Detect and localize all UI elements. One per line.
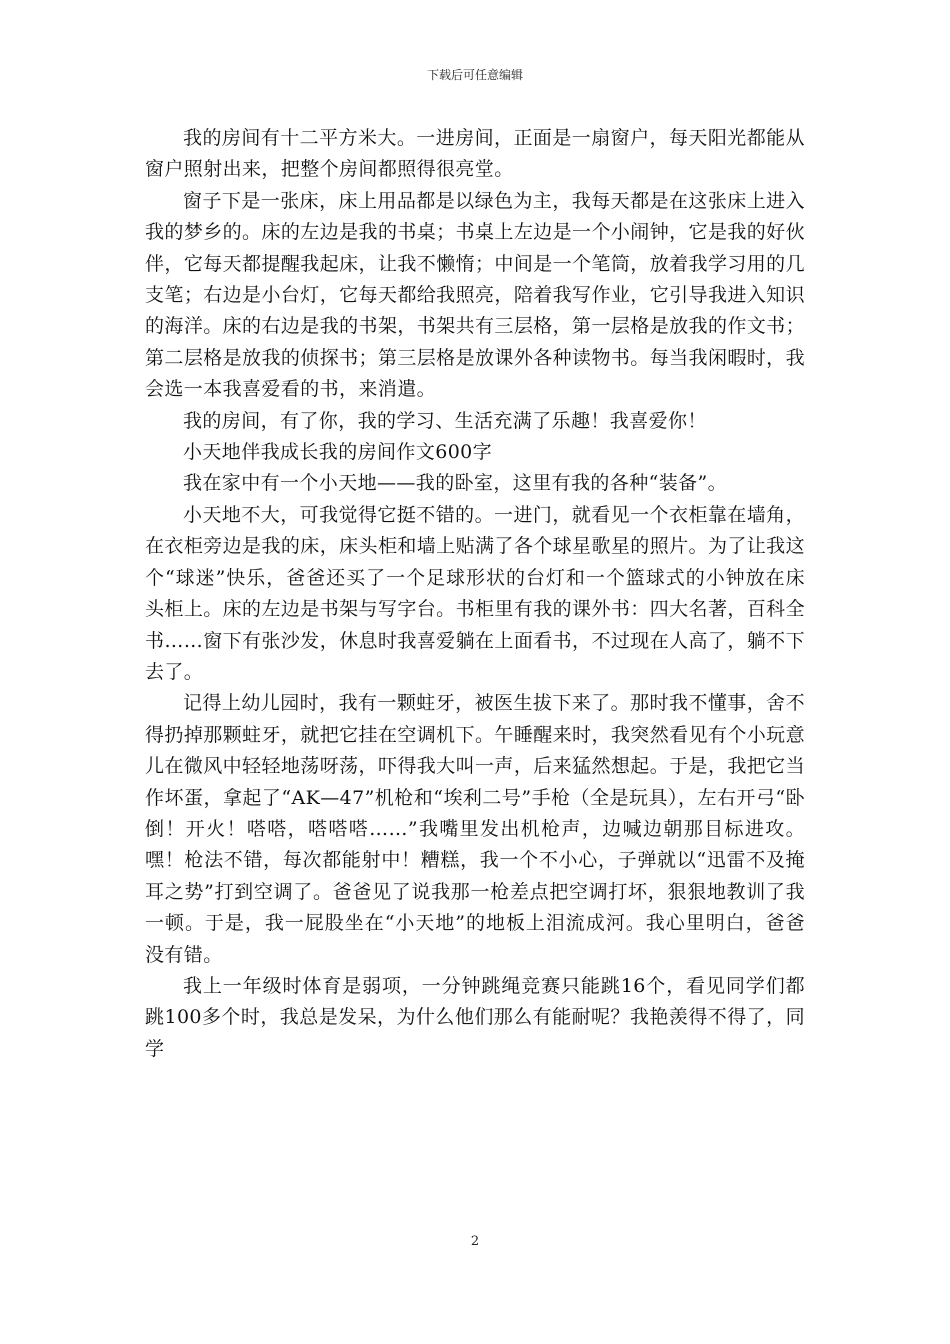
paragraph-room-size: 我的房间有十二平方米大。一进房间，正面是一扇窗户，每天阳光都能从窗户照射出来，把整个房间都照得很亮堂。 <box>145 127 805 181</box>
essay-title: 小天地伴我成长我的房间作文600字 <box>183 441 493 464</box>
document-body <box>145 123 805 1065</box>
paragraph-room-description: 小天地不大，可我觉得它挺不错的。一进门，就看见一个衣柜靠在墙角，在衣柜旁边是我的床，床头柜和墙上贴满了各个球星歌星的照片。为了让我这个“球迷”快乐，爸爸还买了一个足球形状的台灯和一个篮球式的小钟放在床头柜上。床的左边是书架与写字台。书柜里有我的课外书：四大名著，百科全书……窗下有张沙发，休息时我喜爱躺在上面看书，不过现在人高了，躺不下去了。 <box>145 503 805 683</box>
paragraph-kindergarten-memory: 记得上幼儿园时，我有一颗蛀牙，被医生拔下来了。那时我不懂事，舍不得扔掉那颗蛀牙，就把它挂在空调机下。午睡醒来时，我突然看见有个小玩意儿在微风中轻轻地荡呀荡，吓得我大叫一声，后来猛然想起。于是，我把它当作坏蛋，拿起了“AK—47”机枪和“埃利二号”手枪（全是玩具），左右开弓“卧倒！开火！嗒嗒，嗒嗒嗒……”我嘴里发出机枪声，边喊边朝那目标进攻。嘿！枪法不错，每次都能射中！糟糕，我一个不小心，子弹就以“迅雷不及掩耳之势”打到空调了。爸爸见了说我那一枪差点把空调打坏，狠狠地教训了我一顿。于是，我一屁股坐在“小天地”的地板上泪流成河。我心里明白，爸爸没有错。 <box>145 692 805 966</box>
paragraph-small-world: 我在家中有一个小天地——我的卧室，这里有我的各种“装备”。 <box>183 472 728 495</box>
page-header: 下载后可任意编辑 <box>426 68 523 82</box>
paragraph-jump-rope: 我上一年级时体育是弱项，一分钟跳绳竞赛只能跳16个，看见同学们都跳100多个时，我总是发呆，为什么他们那么有能耐呢？我艳羡得不得了，同学 <box>145 974 805 1060</box>
paragraph-love-room: 我的房间，有了你，我的学习、生活充满了乐趣！我喜爱你！ <box>183 409 707 432</box>
page-number: 2 <box>470 1234 480 1249</box>
paragraph-bed-and-desk: 窗子下是一张床，床上用品都是以绿色为主，我每天都是在这张床上进入我的梦乡的。床的左边是我的书桌；书桌上左边是一个小闹钟，它是我的好伙伴，它每天都提醒我起床，让我不懒惰；中间是一个笔筒，放着我学习用的几支笔；右边是小台灯，它每天都给我照亮，陪着我写作业，它引导我进入知识的海洋。床的右边是我的书架，书架共有三层格，第一层格是放我的作文书；第二层格是放我的侦探书；第三层格是放课外各种读物书。每当我闲暇时，我会选一本我喜爱看的书，来消遣。 <box>145 189 805 401</box>
